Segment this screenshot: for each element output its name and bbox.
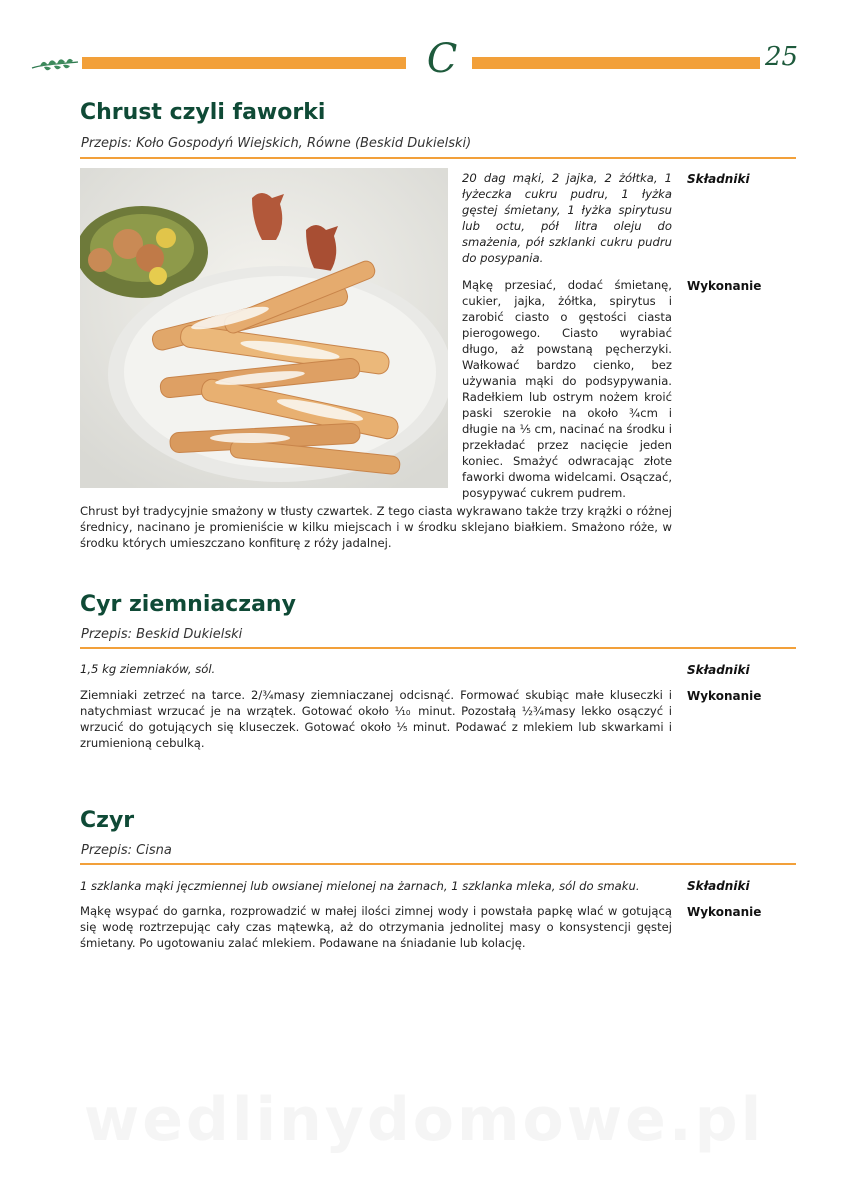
method-text: Ziemniaki zetrzeć na tarce. 2/¾masy ziemniaczanej odcisnąć. Formować skubiąc małe kluseczki i natychmiast wrzucać je na wrzątek. Gotować około ⅒ minut. Pozostałą ½¾masy lekko osączyć i wrzucić do gotujących się kluseczek. Gotować około ⅕ minut. Podawać z mlekiem lub skwarkami i zrumienioną cebulką. [80, 688, 672, 750]
recipe-title: Cyr ziemniaczany [80, 592, 296, 617]
divider [80, 863, 796, 865]
page-header [0, 38, 848, 88]
ingredients-label: Składniki [687, 879, 750, 893]
header-bar-left [82, 57, 406, 69]
recipe-title: Chrust czyli faworki [80, 100, 326, 125]
recipe-source: Przepis: Beskid Dukielski [81, 627, 243, 642]
section-letter: C [426, 36, 458, 82]
ingredients-label: Składniki [687, 663, 750, 677]
recipe-note: Chrust był tradycyjnie smażony w tłusty czwartek. Z tego ciasta wykrawano także trzy krążki o różnej średnicy, nacinano je promieniście w kilku miejscach i w środku sklejano białkiem. Smażono róże, w środku których umieszczano konfiturę z róży jadalnej. [80, 504, 672, 550]
ingredients-text: 1,5 kg ziemniaków, sól. [80, 662, 216, 676]
faworki-photo-illustration [80, 168, 448, 488]
recipe-title: Czyr [80, 808, 135, 833]
divider [80, 157, 796, 159]
page-number: 25 [765, 42, 799, 72]
header-bar-right [472, 57, 760, 69]
method-text: Mąkę przesiać, dodać śmietanę, cukier, jajka, żółtka, spirytus i zarobić ciasto o gęstości ciasta pierogowego. Ciasto wyrabiać długo, aż powstaną pęcherzyki. Wałkować bardzo cienko, bez używania mąki do podsypywania. Radełkiem lub ostrym nożem kroić paski szerokie na około ¾cm i długie na ⅕ cm, nacinać na środku i przekładać przez nacięcie jeden koniec. Smażyć odwracając złote faworki dwoma widelcami. Osączać, posypywać cukrem pudrem. [462, 278, 672, 500]
ingredients-label: Składniki [687, 172, 750, 186]
divider [80, 647, 796, 649]
ingredients-text: 20 dag mąki, 2 jajka, 2 żółtka, 1 łyżeczka cukru pudru, 1 łyżka gęstej śmietany, 1 łyżka spirytusu lub octu, pół litra oleju do smażenia, pół szklanki cukru pudru do posypania. [462, 171, 672, 265]
method-label: Wykonanie [687, 689, 762, 703]
method-label: Wykonanie [687, 905, 762, 919]
recipe-source: Przepis: Koło Gospodyń Wiejskich, Równe (Beskid Dukielski) [81, 136, 472, 151]
method-text: Mąkę wsypać do garnka, rozprowadzić w małej ilości zimnej wody i powstała papkę wlać w gotującą się wodę roztrzepując cały czas mątewką, aż do otrzymania jednolitej masy o konsystencji gęstej śmietany. Po ugotowaniu zalać mlekiem. Podawane na śniadanie lub kolację. [80, 904, 672, 950]
watermark: wedlinydomowe.pl [83, 1085, 765, 1155]
recipe-source: Przepis: Cisna [81, 843, 172, 858]
leaf-ornament-icon [30, 52, 80, 76]
ingredients-text: 1 szklanka mąki jęczmiennej lub owsianej mielonej na żarnach, 1 szklanka mleka, sól do smaku. [80, 879, 640, 893]
recipe-photo [80, 168, 448, 488]
method-label: Wykonanie [687, 279, 762, 293]
